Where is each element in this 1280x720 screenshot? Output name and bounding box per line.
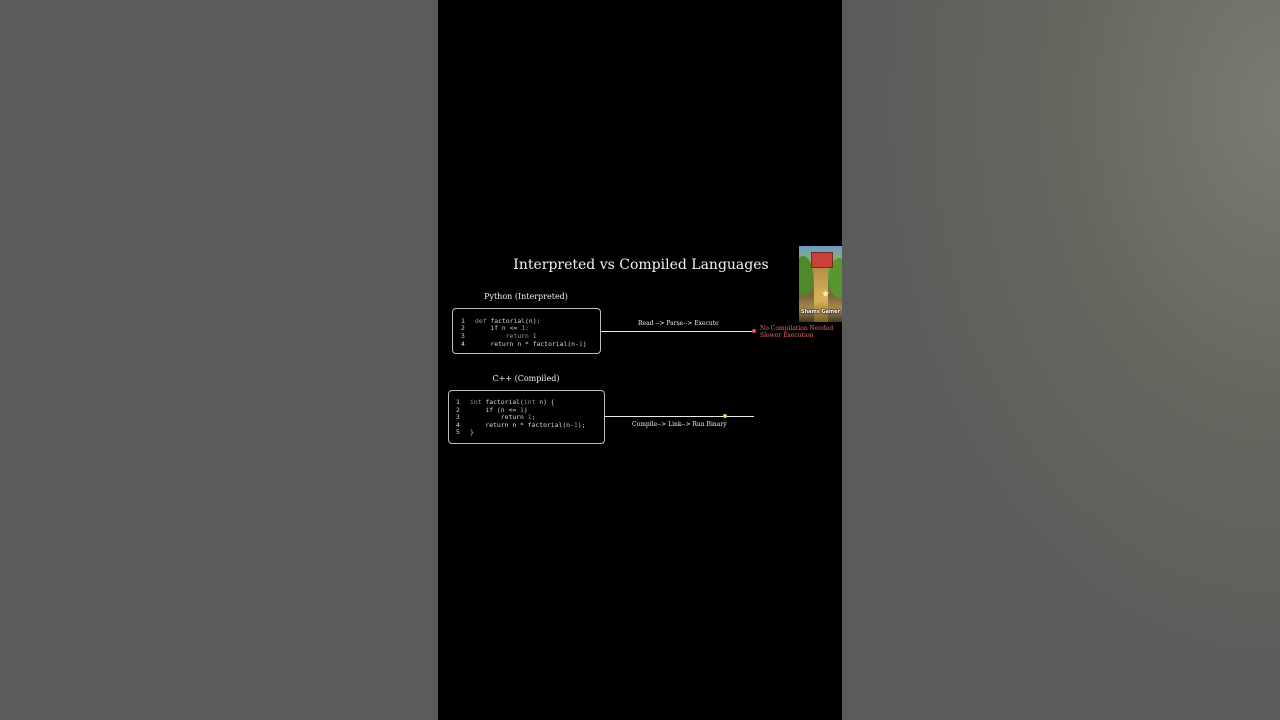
python-code-line-4: 4 return n * factorial(n-1)	[461, 340, 587, 348]
slide-title: Interpreted vs Compiled Languages	[513, 257, 769, 273]
left-backdrop	[0, 0, 438, 720]
thumbnail-star-icon: ★	[821, 289, 830, 300]
python-end-dot	[752, 329, 756, 333]
python-section-label: Python (Interpreted)	[484, 292, 568, 301]
cpp-code-line-3: 3 return 1;	[456, 413, 536, 421]
python-flow-label: Read --> Parse--> Execute	[638, 320, 719, 327]
channel-thumbnail[interactable]	[799, 246, 842, 322]
python-code-line-1: 1 def factorial(n):	[461, 317, 541, 325]
right-backdrop	[842, 0, 1280, 720]
cpp-section-label: C++ (Compiled)	[492, 374, 560, 383]
cpp-code-line-5: 5 }	[456, 428, 474, 436]
python-code-box	[452, 308, 601, 354]
video-frame[interactable]	[438, 0, 842, 720]
thumbnail-train	[811, 252, 833, 268]
python-code-line-2: 2 if n <= 1:	[461, 324, 529, 332]
python-note-line-1: No Compilation Needed	[760, 325, 834, 332]
python-note	[760, 325, 833, 339]
thumbnail-caption: Shams Gamer	[800, 309, 840, 315]
cpp-flow-line	[605, 416, 754, 417]
cpp-code-line-1: 1 int factorial(int n) {	[456, 398, 555, 406]
cpp-code-box	[448, 390, 605, 444]
python-code-line-3: 3 return 1	[461, 332, 537, 340]
cpp-code-line-4: 4 return n * factorial(n-1);	[456, 421, 586, 429]
cpp-progress-dot	[723, 414, 727, 418]
python-note-line-2: Slower Execution	[760, 332, 814, 339]
cpp-code-line-2: 2 if (n <= 1)	[456, 406, 528, 414]
cpp-flow-label: Compile--> Link--> Run Binary	[632, 421, 727, 428]
python-flow-line	[601, 331, 754, 332]
